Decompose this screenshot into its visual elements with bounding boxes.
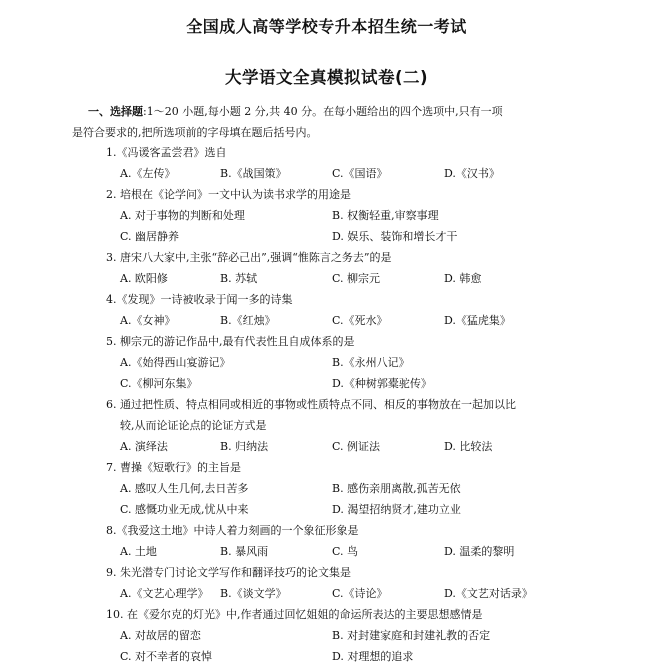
question-stem: 10. 在《爱尔克的灯光》中,作者通过回忆姐姐的命运所表达的主要思想感情是 bbox=[106, 608, 483, 621]
option-c: C.《柳河东集》 bbox=[120, 377, 198, 390]
option-d: D. 韩愈 bbox=[444, 272, 482, 285]
option-b: B. 感伤亲朋离散,孤苦无依 bbox=[332, 482, 461, 495]
question-options bbox=[120, 207, 620, 225]
option-a: A.《女神》 bbox=[120, 314, 176, 327]
option-b: B. 权衡轻重,审察事理 bbox=[332, 209, 439, 222]
option-b: B.《永州八记》 bbox=[332, 356, 410, 369]
option-a: A. 土地 bbox=[120, 545, 157, 558]
instructions-text-1: :1～20 小题,每小题 2 分,共 40 分。在每小题给出的四个选项中,只有一项 bbox=[143, 105, 503, 118]
option-c: C. 例证法 bbox=[332, 440, 381, 453]
question-options bbox=[120, 501, 620, 519]
section-heading: 一、选择题 bbox=[88, 105, 143, 118]
option-b: B. 对封建家庭和封建礼教的否定 bbox=[332, 629, 491, 642]
option-d: D. 对理想的追求 bbox=[332, 650, 414, 663]
option-d: D.《猛虎集》 bbox=[444, 314, 511, 327]
question-stem-continued: 较,从而论证论点的论证方式是 bbox=[120, 419, 267, 432]
option-b: B.《战国策》 bbox=[220, 167, 287, 180]
question-stem: 7. 曹操《短歌行》的主旨是 bbox=[106, 461, 241, 474]
question-stem: 9. 朱光潜专门讨论文学写作和翻译技巧的论文集是 bbox=[106, 566, 351, 579]
option-d: D. 娱乐、装饰和增长才干 bbox=[332, 230, 458, 243]
paper-title: 大学语文全真模拟试卷(二) bbox=[224, 68, 429, 87]
option-c: C.《死水》 bbox=[332, 314, 388, 327]
option-d: D.《种树郭橐驼传》 bbox=[332, 377, 432, 390]
option-c: C. 对不幸者的哀悼 bbox=[120, 650, 213, 663]
question-options bbox=[120, 312, 620, 330]
option-b: B. 归纳法 bbox=[220, 440, 269, 453]
option-b: B.《谈文学》 bbox=[220, 587, 287, 600]
question-stem: 1.《冯谖客孟尝君》选自 bbox=[106, 146, 227, 159]
question-options bbox=[120, 228, 620, 246]
option-c: C.《国语》 bbox=[332, 167, 388, 180]
question-stem: 6. 通过把性质、特点相同或相近的事物或性质特点不同、相反的事物放在一起加以比 bbox=[106, 398, 516, 411]
question-options bbox=[120, 627, 620, 645]
option-c: C. 柳宗元 bbox=[332, 272, 381, 285]
question-options bbox=[120, 375, 620, 393]
question-options bbox=[120, 270, 620, 288]
question-options bbox=[120, 438, 620, 456]
option-d: D.《汉书》 bbox=[444, 167, 500, 180]
question-stem: 4.《发现》一诗被收录于闻一多的诗集 bbox=[106, 293, 293, 306]
option-b: B.《红烛》 bbox=[220, 314, 276, 327]
option-d: D. 温柔的黎明 bbox=[444, 545, 515, 558]
question-stem: 3. 唐宋八大家中,主张“辞必己出”,强调“惟陈言之务去”的是 bbox=[106, 251, 392, 264]
option-d: D.《文艺对话录》 bbox=[444, 587, 533, 600]
option-c: C. 幽居静养 bbox=[120, 230, 180, 243]
question-stem: 2. 培根在《论学问》一文中认为读书求学的用途是 bbox=[106, 188, 351, 201]
section-instructions bbox=[72, 101, 608, 143]
option-b: B. 暴风雨 bbox=[220, 545, 269, 558]
option-c: C.《诗论》 bbox=[332, 587, 388, 600]
question-stem: 5. 柳宗元的游记作品中,最有代表性且自成体系的是 bbox=[106, 335, 355, 348]
question-options bbox=[120, 648, 620, 666]
question-options bbox=[120, 480, 620, 498]
option-a: A.《文艺心理学》 bbox=[120, 587, 209, 600]
question-options bbox=[120, 543, 620, 561]
option-c: C. 感慨功业无成,忧从中来 bbox=[120, 503, 249, 516]
question-options bbox=[120, 585, 620, 603]
option-b: B. 苏轼 bbox=[220, 272, 258, 285]
option-a: A. 演绎法 bbox=[120, 440, 168, 453]
option-a: A. 对于事物的判断和处理 bbox=[120, 209, 245, 222]
option-a: A. 感叹人生几何,去日苦多 bbox=[120, 482, 249, 495]
option-d: D. 比较法 bbox=[444, 440, 493, 453]
option-c: C. 鸟 bbox=[332, 545, 359, 558]
option-a: A.《左传》 bbox=[120, 167, 176, 180]
instructions-text-2: 是符合要求的,把所选项前的字母填在题后括号内。 bbox=[72, 126, 318, 139]
question-options bbox=[120, 354, 620, 372]
option-a: A. 欧阳修 bbox=[120, 272, 168, 285]
exam-title: 全国成人高等学校专升本招生统一考试 bbox=[186, 17, 467, 36]
option-a: A.《始得西山宴游记》 bbox=[120, 356, 231, 369]
question-options bbox=[120, 165, 620, 183]
option-d: D. 渴望招纳贤才,建功立业 bbox=[332, 503, 461, 516]
question-stem: 8.《我爱这土地》中诗人着力刻画的一个象征形象是 bbox=[106, 524, 359, 537]
option-a: A. 对故居的留恋 bbox=[120, 629, 201, 642]
